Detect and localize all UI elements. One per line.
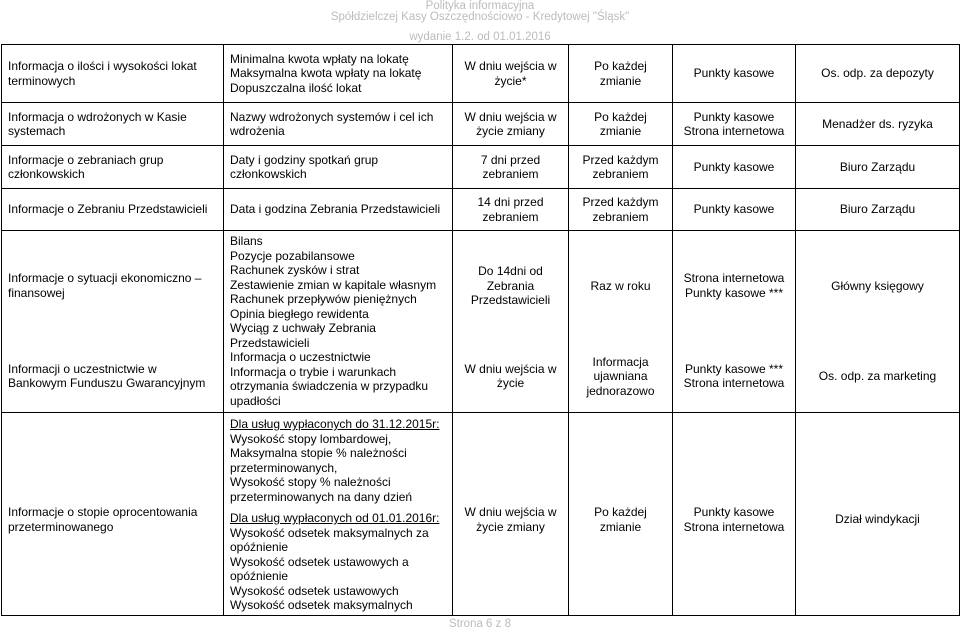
frequency-cell bbox=[569, 103, 673, 146]
channel-line: Punkty kasowe bbox=[693, 66, 775, 81]
info-text: Informacje o zebraniach grup członkowskich bbox=[8, 152, 164, 181]
frequency-cell bbox=[569, 146, 673, 189]
channel-cell bbox=[673, 231, 796, 341]
when-line: W dniu wejścia w bbox=[464, 361, 557, 376]
when-cell bbox=[453, 146, 569, 189]
frequency-cell bbox=[569, 341, 673, 413]
when-line: Do 14dni od bbox=[478, 264, 543, 278]
content-line: Wysokość stopy lombardowej, bbox=[230, 431, 392, 446]
when-line: 7 dni przed bbox=[480, 152, 541, 167]
info-text: Informacja o ilości i wysokości lokat terminowych bbox=[8, 59, 197, 88]
responsible-cell bbox=[796, 341, 960, 413]
responsible-text: Os. odp. za depozyty bbox=[821, 66, 934, 81]
content-cell bbox=[224, 189, 453, 231]
spacer bbox=[230, 504, 446, 511]
responsible-text: Biuro Zarządu bbox=[839, 159, 916, 174]
when-line: W dniu wejścia w bbox=[464, 505, 557, 519]
when-line: życie bbox=[496, 376, 525, 391]
content-line: Wysokość odsetek maksymalnych za bbox=[230, 525, 429, 540]
content-line: Bilans bbox=[230, 234, 263, 248]
content-line: Data i godzina Zebrania Przedstawicieli bbox=[230, 202, 441, 217]
content-line: Minimalna kwota wpłaty na lokatę bbox=[230, 51, 409, 66]
responsible-text: Biuro Zarządu bbox=[839, 202, 916, 217]
frequency-line: zebraniem bbox=[592, 167, 649, 181]
table-row bbox=[2, 146, 960, 189]
responsible-text: Dział windykacji bbox=[835, 512, 920, 526]
channel-cell bbox=[673, 45, 796, 103]
header-edition: wydanie 1.2. od 01.01.2016 bbox=[409, 31, 551, 43]
frequency-line: Po każdej bbox=[594, 505, 647, 519]
frequency-cell bbox=[569, 231, 673, 341]
when-line: Zebrania bbox=[486, 278, 535, 293]
header-institution: Spółdzielczej Kasy Oszczędnościowo - Kredytowej "Śląsk" bbox=[330, 11, 630, 23]
when-line: 14 dni przed bbox=[477, 195, 544, 209]
table-row bbox=[2, 341, 960, 413]
frequency-line: Raz w roku bbox=[590, 278, 651, 293]
content-subheading: Dla usług wypłaconych od 01.01.2016r: bbox=[230, 511, 440, 525]
channel-line: Strona internetowa bbox=[683, 519, 785, 534]
when-cell bbox=[453, 231, 569, 341]
content-line: Daty i godziny spotkań grup członkowskich bbox=[230, 152, 379, 181]
page-number: Strona 6 z 8 bbox=[448, 618, 511, 630]
frequency-line: zmianie bbox=[599, 124, 642, 138]
content-cell bbox=[224, 413, 453, 616]
channel-line: Punkty kasowe *** bbox=[684, 285, 784, 300]
responsible-cell bbox=[796, 231, 960, 341]
content-line: Wysokość odsetek ustawowych a bbox=[230, 554, 409, 569]
frequency-cell bbox=[569, 189, 673, 231]
table-row bbox=[2, 231, 960, 341]
info-cell bbox=[2, 189, 224, 231]
info-text: Informacje o sytuacji ekonomiczno – finansowej bbox=[8, 271, 202, 300]
info-cell bbox=[2, 231, 224, 341]
info-text: Informacja o wdrożonych w Kasie systemach bbox=[8, 109, 187, 138]
when-cell bbox=[453, 413, 569, 616]
frequency-line: Po każdej bbox=[594, 109, 647, 124]
content-line: Maksymalna stopie % należności bbox=[230, 446, 407, 460]
channel-line: Strona internetowa bbox=[683, 124, 785, 138]
content-line: Pozycje pozabilansowe bbox=[230, 248, 355, 263]
content-line: przeterminowanych, bbox=[230, 460, 338, 475]
when-cell bbox=[453, 341, 569, 413]
info-cell bbox=[2, 146, 224, 189]
channel-line: Punkty kasowe bbox=[693, 505, 775, 519]
header-title: Polityka informacyjna bbox=[425, 0, 535, 12]
info-text: Informacje o stopie oprocentowania przeterminowanego bbox=[8, 505, 198, 534]
frequency-line: zmianie bbox=[599, 519, 642, 534]
frequency-line: ujawniana bbox=[593, 369, 648, 383]
when-line: życie zmiany bbox=[476, 124, 545, 138]
content-line: Rachunek zysków i strat bbox=[230, 263, 360, 277]
info-cell bbox=[2, 413, 224, 616]
when-cell bbox=[453, 45, 569, 103]
channel-line: Strona internetowa bbox=[683, 376, 785, 391]
content-line: Wysokość odsetek maksymalnych bbox=[230, 598, 413, 612]
table-row bbox=[2, 189, 960, 231]
content-line: Maksymalna kwota wpłaty na lokatę bbox=[230, 66, 422, 81]
channel-line: Punkty kasowe bbox=[693, 159, 775, 174]
content-line: Wysokość odsetek ustawowych bbox=[230, 583, 399, 598]
info-cell bbox=[2, 45, 224, 103]
when-line: zebraniem bbox=[482, 209, 539, 224]
responsible-cell bbox=[796, 189, 960, 231]
responsible-cell bbox=[796, 413, 960, 616]
frequency-line: zmianie bbox=[599, 73, 642, 88]
frequency-line: Po każdej bbox=[594, 59, 647, 73]
frequency-line: Przed każdym bbox=[582, 195, 659, 209]
channel-cell bbox=[673, 103, 796, 146]
channel-cell bbox=[673, 341, 796, 413]
frequency-line: jednorazowo bbox=[586, 383, 655, 398]
content-line: otrzymania świadczenia w przypadku bbox=[230, 379, 429, 393]
content-line: Przedstawicieli bbox=[230, 335, 310, 350]
when-line: W dniu wejścia w bbox=[464, 59, 557, 73]
content-subheading: Dla usług wypłaconych do 31.12.2015r: bbox=[230, 417, 440, 431]
content-line: Opinia biegłego rewidenta bbox=[230, 306, 369, 321]
info-text: Informacje o Zebraniu Przedstawicieli bbox=[8, 202, 208, 217]
responsible-text: Menadżer ds. ryzyka bbox=[822, 116, 933, 131]
content-line: Informacja o uczestnictwie bbox=[230, 350, 371, 364]
content-line: Zestawienie zmian w kapitale własnym bbox=[230, 277, 437, 292]
when-line: życie* bbox=[494, 73, 527, 88]
content-line: opóźnienie bbox=[230, 569, 289, 583]
table-row bbox=[2, 45, 960, 103]
channel-cell bbox=[673, 146, 796, 189]
info-cell bbox=[2, 103, 224, 146]
frequency-line: zebraniem bbox=[592, 209, 649, 224]
content-line: upadłości bbox=[230, 393, 281, 408]
when-line: zebraniem bbox=[482, 167, 539, 181]
frequency-line: Przed każdym bbox=[582, 152, 659, 167]
channel-cell bbox=[673, 413, 796, 616]
channel-line: Strona internetowa bbox=[683, 271, 785, 286]
frequency-cell bbox=[569, 45, 673, 103]
when-cell bbox=[453, 189, 569, 231]
content-line: Nazwy wdrożonych systemów i cel ich wdrożenia bbox=[230, 109, 434, 138]
when-line: życie zmiany bbox=[476, 519, 545, 534]
content-line: Rachunek przepływów pieniężnych bbox=[230, 292, 417, 306]
info-text: Informacji o uczestnictwie w Bankowym Funduszu Gwarancyjnym bbox=[8, 361, 206, 391]
content-cell bbox=[224, 103, 453, 146]
frequency-cell bbox=[569, 413, 673, 616]
channel-line: Punkty kasowe bbox=[693, 109, 775, 124]
when-line: W dniu wejścia w bbox=[464, 109, 557, 124]
responsible-text: Os. odp. za marketing bbox=[818, 369, 937, 383]
when-line: Przedstawicieli bbox=[470, 293, 551, 307]
content-line: opóźnienie bbox=[230, 540, 289, 554]
disclosure-table bbox=[1, 44, 960, 616]
channel-line: Punkty kasowe *** bbox=[684, 361, 784, 376]
content-cell bbox=[224, 146, 453, 189]
table-row bbox=[2, 103, 960, 146]
content-line: Wyciąg z uchwały Zebrania bbox=[230, 321, 376, 335]
responsible-text: Główny księgowy bbox=[831, 278, 924, 293]
content-line: Informacja o trybie i warunkach bbox=[230, 364, 397, 379]
content-cell bbox=[224, 45, 453, 103]
table-row bbox=[2, 413, 960, 616]
responsible-cell bbox=[796, 103, 960, 146]
when-cell bbox=[453, 103, 569, 146]
channel-line: Punkty kasowe bbox=[693, 202, 775, 217]
responsible-cell bbox=[796, 45, 960, 103]
responsible-cell bbox=[796, 146, 960, 189]
frequency-line: Informacja bbox=[592, 354, 649, 369]
content-line: przeterminowanych na dany dzień bbox=[230, 489, 413, 504]
info-cell bbox=[2, 341, 224, 413]
content-cell bbox=[224, 231, 453, 413]
content-line: Wysokość stopy % należności bbox=[230, 475, 391, 489]
content-line: Dopuszczalna ilość lokat bbox=[230, 80, 362, 95]
channel-cell bbox=[673, 189, 796, 231]
